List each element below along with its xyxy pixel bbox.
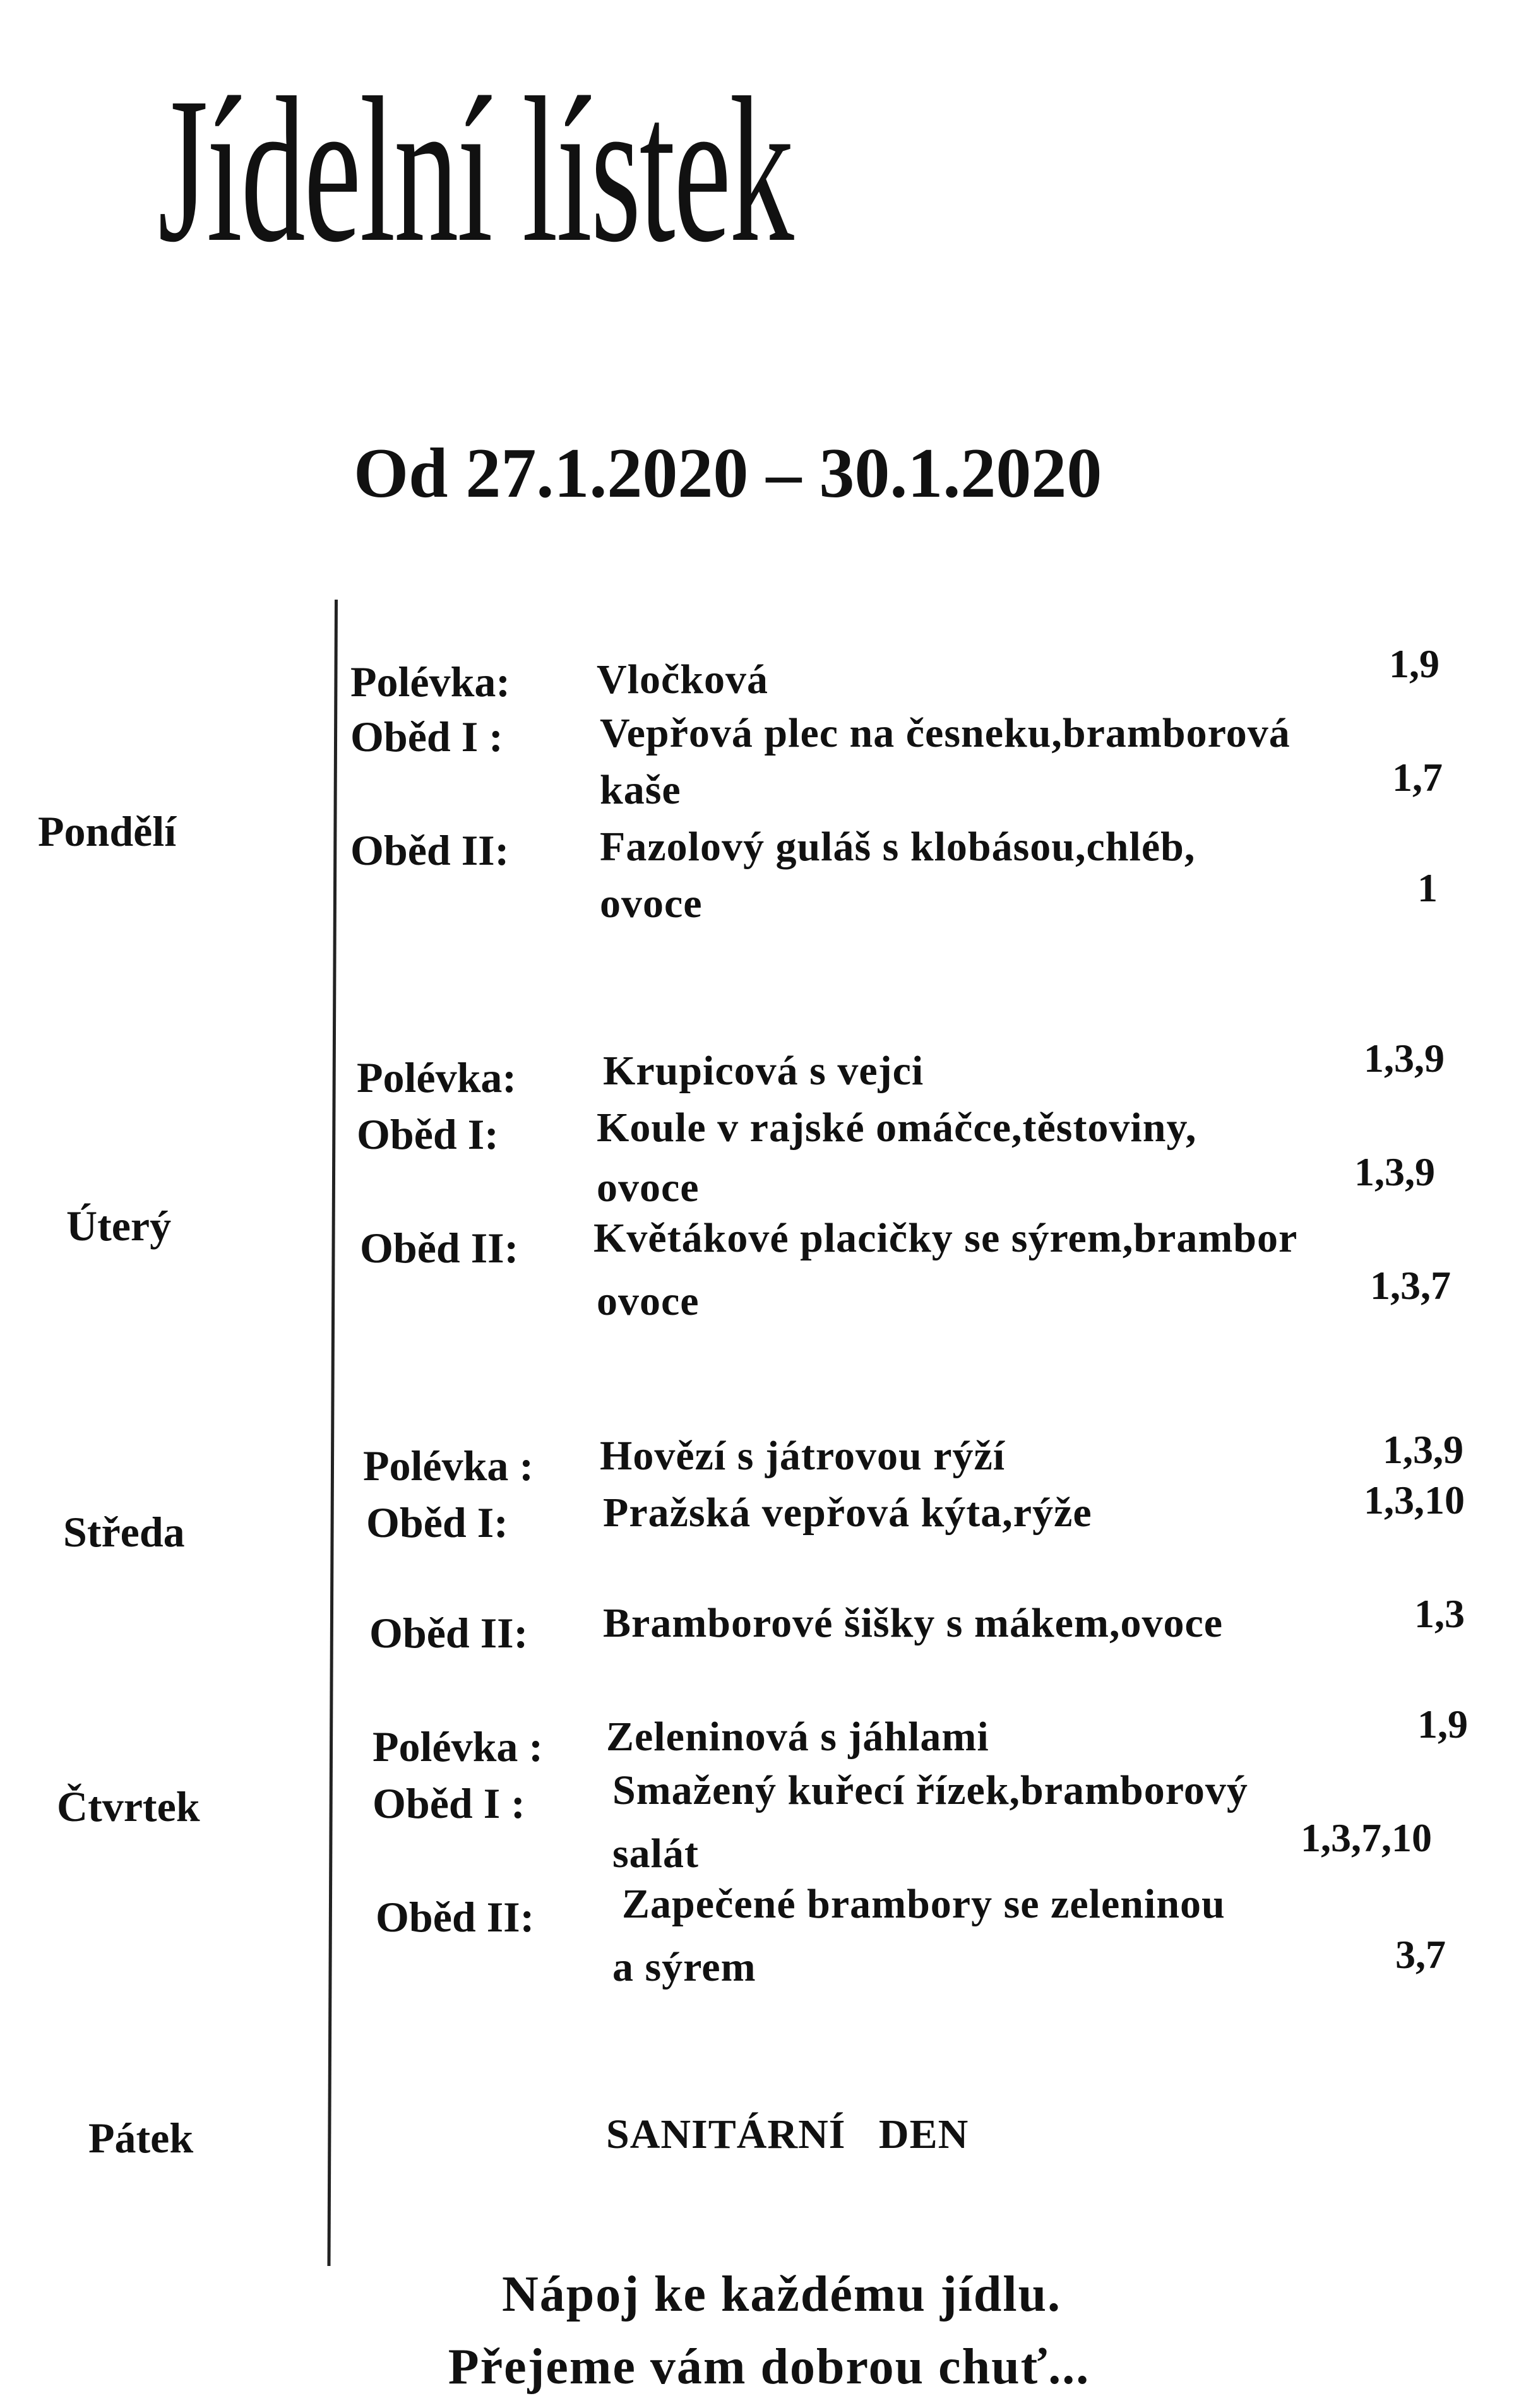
entry-allergens: 1,3,9	[1354, 1149, 1435, 1194]
entry-dish: salát	[612, 1830, 699, 1877]
entry-allergens: 1,9	[1389, 641, 1440, 686]
day-label: Úterý	[66, 1202, 172, 1250]
entry-allergens: 1,7	[1392, 755, 1443, 800]
entry-label: Oběd I :	[373, 1779, 525, 1827]
date-range: Od 27.1.2020 – 30.1.2020	[354, 434, 1102, 513]
entry-dish: Hovězí s játrovou rýží	[600, 1433, 1006, 1479]
entry-dish: Krupicová s vejci	[603, 1048, 924, 1094]
entry-allergens: 1,3	[1414, 1591, 1465, 1636]
entry-label: Oběd II:	[369, 1609, 528, 1657]
entry-label: Polévka:	[350, 658, 511, 706]
day-label: Pondělí	[38, 807, 177, 855]
entry-label: Oběd II:	[376, 1893, 535, 1941]
day-label: Čtvrtek	[57, 1782, 200, 1830]
entry-dish: ovoce	[597, 1165, 700, 1211]
entry-label: Oběd II:	[360, 1224, 519, 1272]
entry-dish: ovoce	[600, 881, 703, 927]
entry-allergens: 1	[1417, 865, 1438, 910]
entry-allergens: 1,3,9	[1383, 1427, 1463, 1472]
entry-label: Oběd I :	[350, 713, 503, 761]
entry-label: Polévka :	[373, 1723, 544, 1770]
entry-dish: Vepřová plec na česneku,bramborová	[600, 710, 1291, 756]
entry-allergens: 1,3,7,10	[1301, 1815, 1432, 1860]
entry-dish: Zeleninová s jáhlami	[606, 1714, 989, 1760]
footer-drink-note: Nápoj ke každému jídlu.	[501, 2267, 1062, 2322]
entry-dish: Smažený kuřecí řízek,bramborový	[612, 1767, 1248, 1813]
entry-label: Oběd I:	[366, 1498, 508, 1546]
menu-title: Jídelní lístek	[158, 55, 793, 285]
entry-dish: Vločková	[597, 656, 768, 703]
day-label: Pátek	[88, 2114, 194, 2162]
entry-dish: Květákové placičky se sýrem,brambor	[593, 1215, 1298, 1261]
entry-dish: a sýrem	[612, 1944, 756, 1990]
entry-dish: Fazolový guláš s klobásou,chléb,	[600, 824, 1196, 870]
entry-allergens: 1,3,9	[1364, 1036, 1445, 1081]
entry-label: Polévka:	[357, 1053, 517, 1101]
entry-allergens: 1,3,10	[1364, 1478, 1465, 1522]
entry-dish: Koule v rajské omáčce,těstoviny,	[597, 1105, 1197, 1151]
column-divider	[327, 600, 338, 2266]
entry-allergens: 3,7	[1395, 1932, 1446, 1977]
entry-dish: kaše	[600, 767, 681, 813]
entry-label: Oběd I:	[357, 1110, 499, 1158]
entry-allergens: 1,3,7	[1370, 1263, 1451, 1308]
entry-dish: Bramborové šišky s mákem,ovoce	[603, 1600, 1224, 1646]
day-label: Středa	[63, 1508, 185, 1556]
entry-dish: Pražská vepřová kýta,rýže	[603, 1490, 1092, 1536]
sanitary-day-note: SANITÁRNÍ DEN	[606, 2111, 969, 2157]
entry-label: Polévka :	[363, 1442, 534, 1490]
entry-dish: Zapečené brambory se zeleninou	[622, 1881, 1225, 1927]
entry-label: Oběd II:	[350, 826, 510, 874]
entry-dish: ovoce	[597, 1278, 700, 1324]
entry-allergens: 1,9	[1417, 1702, 1468, 1747]
footer-greeting: Přejeme vám dobrou chuť...	[448, 2339, 1090, 2395]
